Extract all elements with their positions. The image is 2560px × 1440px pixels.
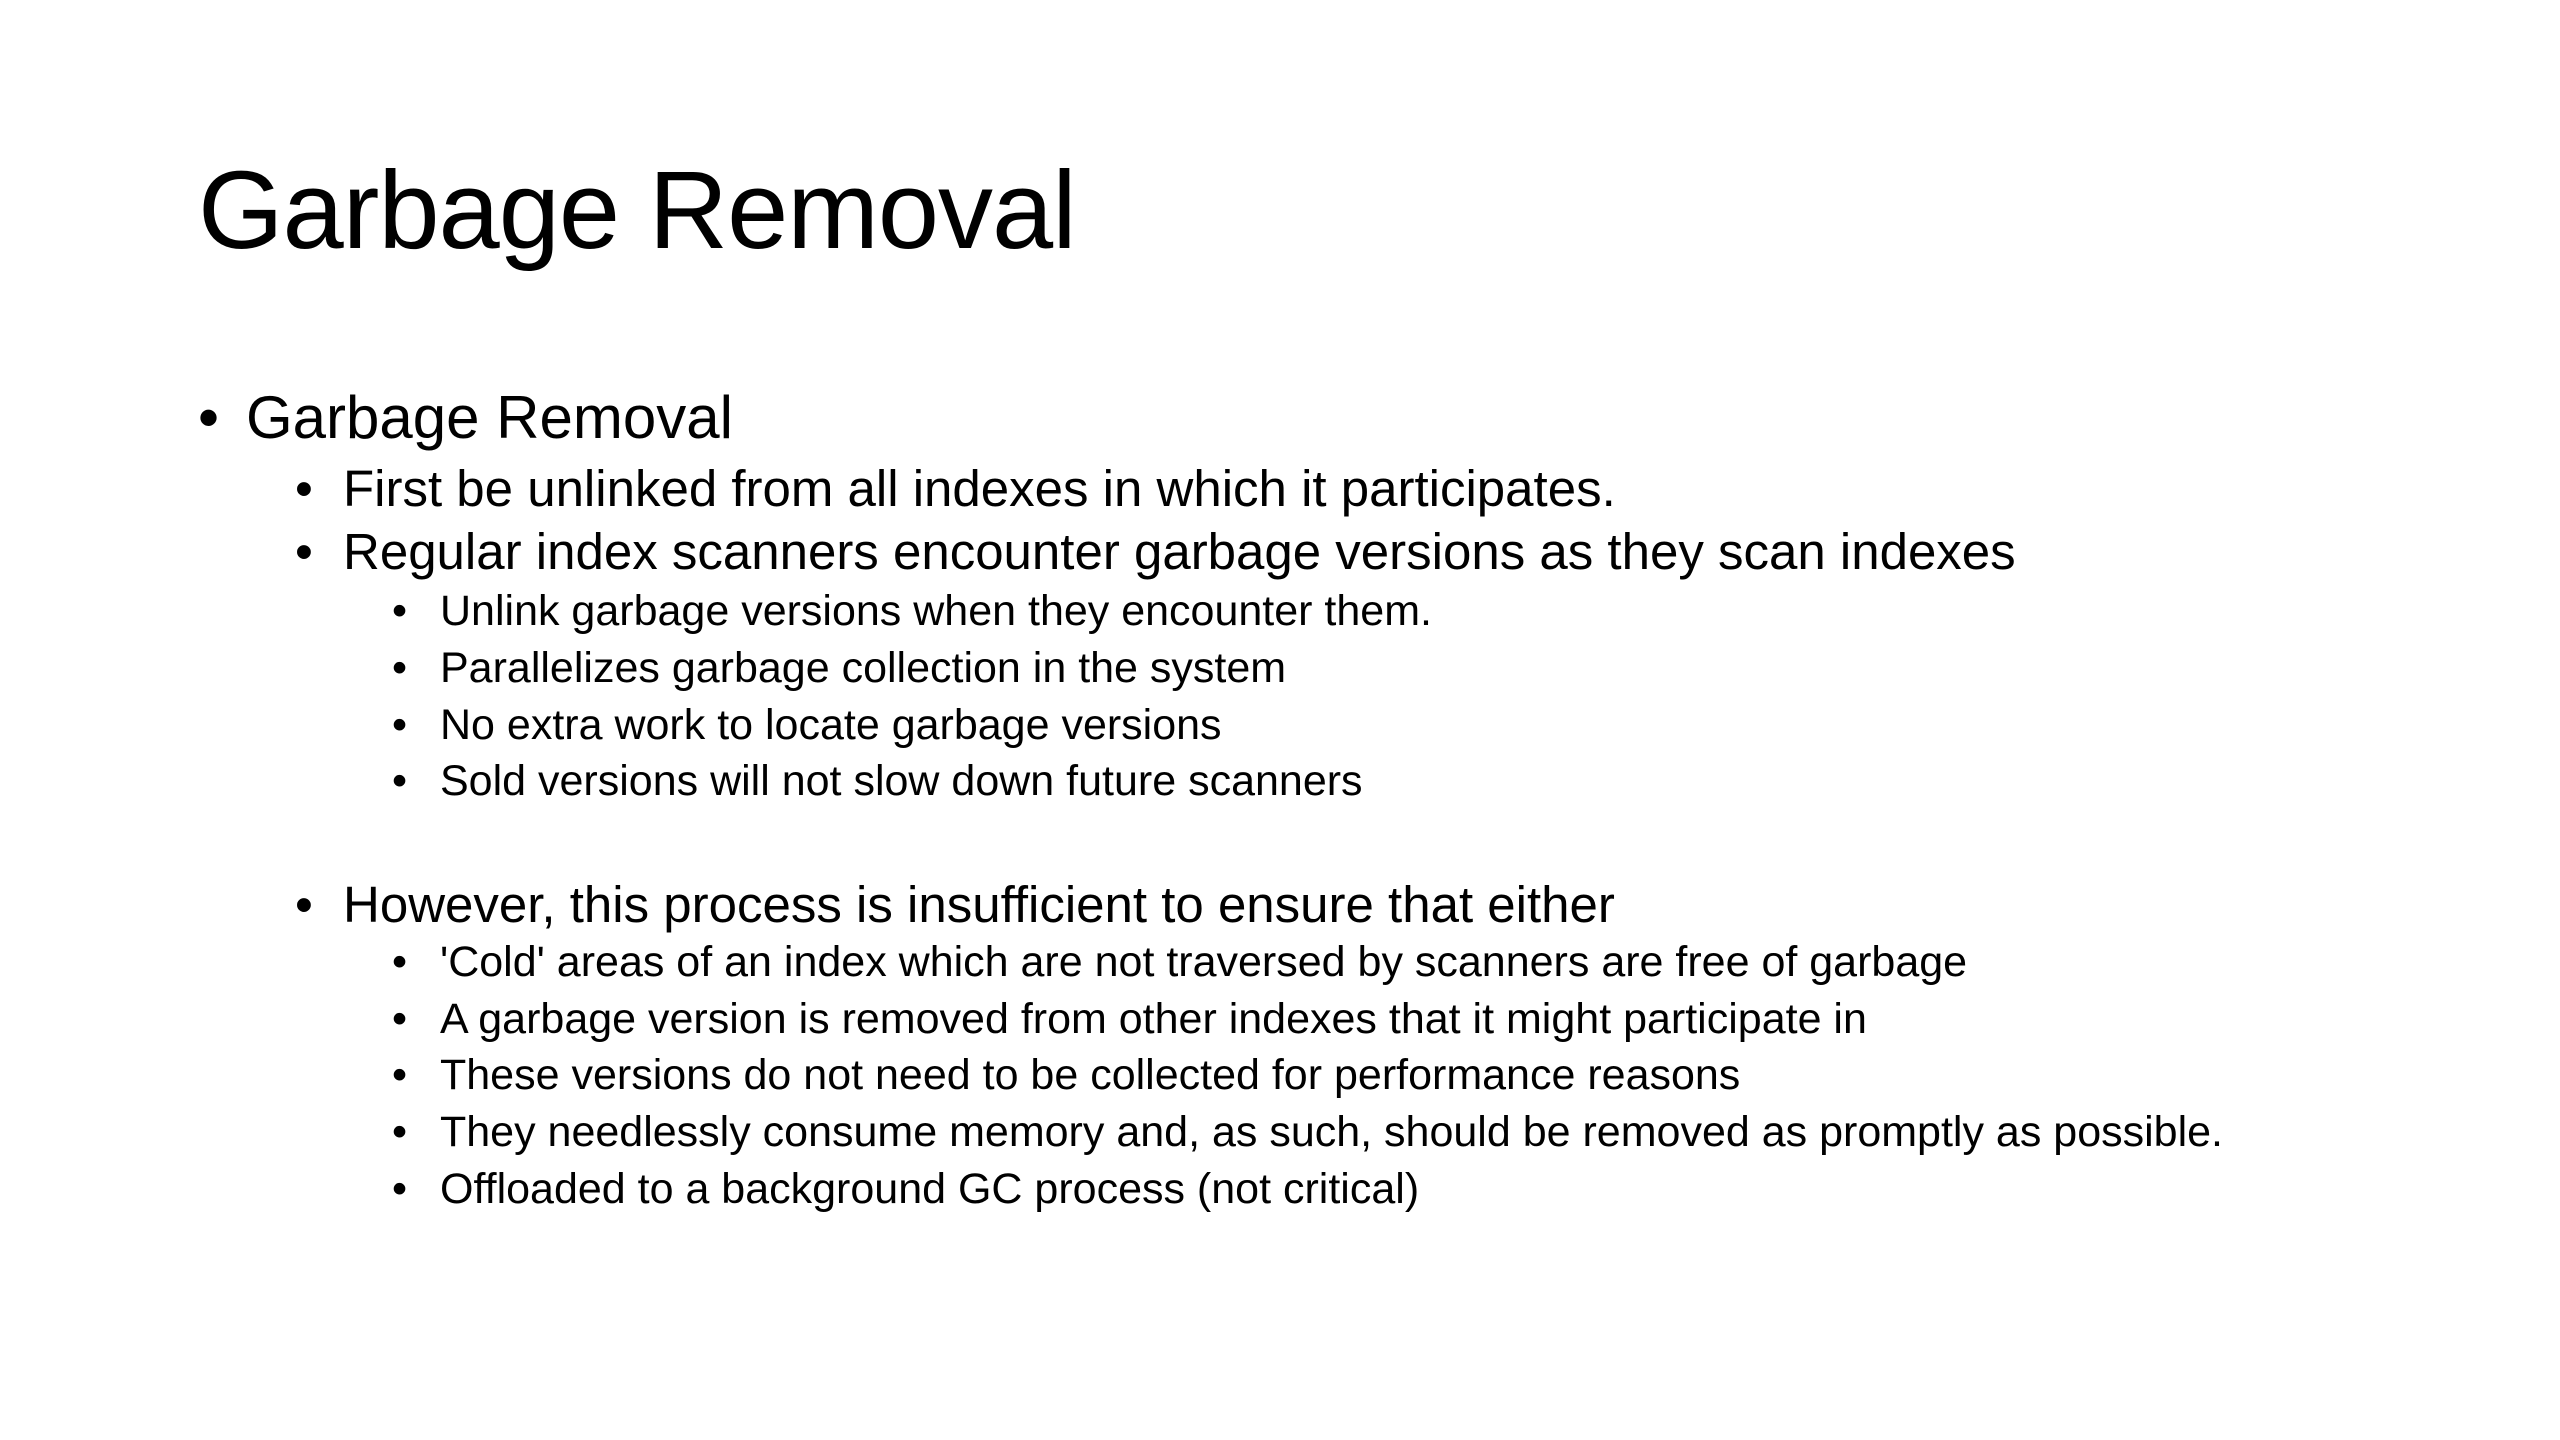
bullet-text: However, this process is insufficient to ensure that either xyxy=(343,876,1615,933)
bullet-dot-icon: • xyxy=(392,938,408,986)
bullet-text: Regular index scanners encounter garbage versions as they scan indexes xyxy=(343,523,2016,580)
bullet-text: Garbage Removal xyxy=(246,384,733,451)
bullet-dot-icon: • xyxy=(198,384,220,451)
bullet-text: Offloaded to a background GC process (not critical) xyxy=(440,1165,1420,1213)
bullet-dot-icon: • xyxy=(392,644,408,692)
bullet-dot-icon: • xyxy=(392,587,408,635)
bullet-dot-icon: • xyxy=(392,995,408,1043)
bullet-text: First be unlinked from all indexes in which it participates. xyxy=(343,460,1616,517)
bullet-text: Sold versions will not slow down future scanners xyxy=(440,757,1363,805)
bullet-text: 'Cold' areas of an index which are not traversed by scanners are free of garbage xyxy=(440,938,1968,986)
bullet-text: No extra work to locate garbage versions xyxy=(440,701,1222,749)
bullet-dot-icon: • xyxy=(295,460,313,517)
bullet-dot-icon: • xyxy=(295,876,313,933)
bullet-text: They needlessly consume memory and, as such, should be removed as promptly as possible. xyxy=(440,1108,2223,1156)
bullet-dot-icon: • xyxy=(392,1165,408,1213)
bullet-text: Unlink garbage versions when they encounter them. xyxy=(440,587,1432,635)
bullet-text: These versions do not need to be collected for performance reasons xyxy=(440,1051,1741,1099)
bullet-dot-icon: • xyxy=(392,757,408,805)
bullet-text: A garbage version is removed from other indexes that it might participate in xyxy=(440,995,1867,1043)
bullet-dot-icon: • xyxy=(295,523,313,580)
bullet-text: Parallelizes garbage collection in the system xyxy=(440,644,1287,692)
bullet-dot-icon: • xyxy=(392,1108,408,1156)
slide-title: Garbage Removal xyxy=(198,149,1076,272)
bullet-dot-icon: • xyxy=(392,1051,408,1099)
bullet-dot-icon: • xyxy=(392,701,408,749)
